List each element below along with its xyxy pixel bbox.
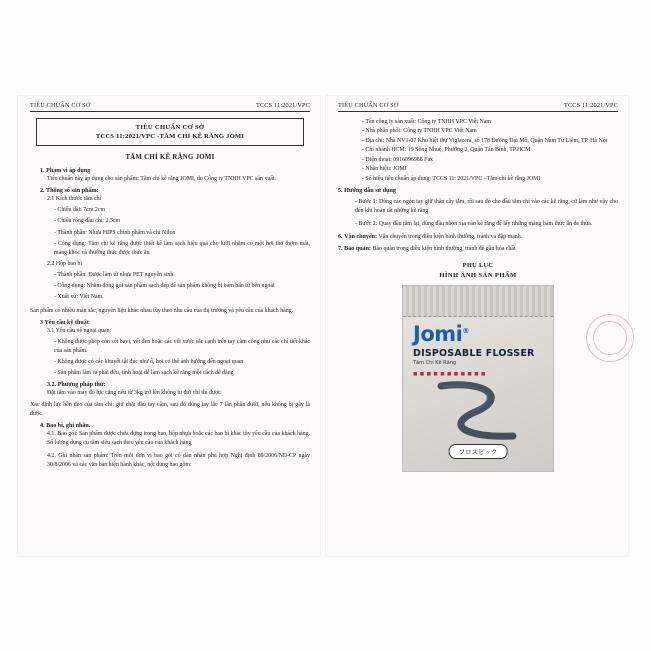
- red-seal-stamp: [586, 314, 634, 362]
- page-header-right: [338, 102, 618, 109]
- company-info-item: - Chi nhánh HCM: 19 Sông Nhuệ, Phường 2, Quận Tân Bình, TP.HCM: [362, 147, 531, 154]
- section-2-body-6: - Thành phần: Được làm từ nhựa PET nguyên sinh.: [54, 272, 175, 279]
- section-3-body-2: - Không được có các khuyết tật đúc như ố, bọt có thể ảnh hưởng đến ngoại quan: [54, 359, 244, 366]
- product-subtitle-text: Tăm Chỉ Kẽ Răng: [413, 360, 457, 367]
- section-5-number: 5.: [338, 188, 343, 195]
- section-3-body-0: 3.1 Yêu cầu về ngoại quan:: [47, 327, 112, 334]
- title-box: [36, 118, 304, 146]
- section-5-title: Hướng dẫn sử dụng: [344, 188, 396, 195]
- scan-area: [18, 96, 633, 556]
- package-bottom-label: フロスピック: [449, 444, 508, 459]
- product-brand-text: Jomi: [413, 322, 463, 347]
- section-7-title: Bảo quản:: [344, 245, 371, 252]
- section-2-heading: [30, 188, 310, 194]
- section-2-body-5: 2.2 Hộp bao bì: [47, 260, 83, 267]
- section-4-body-0: 4.1. Bao gói: Sản phẩm được chứa đựng trong bao, bộp nhựa hoặc các bao bì khác tùy yêu cầu của khách hàng. Số lượng dụng cụ tăm siêu sạch theo yêu cầu của khách hàng: [47, 430, 310, 446]
- flosser-illustration-icon: [431, 378, 526, 446]
- section-3-title: Yêu cầu kỹ thuật: [44, 319, 89, 326]
- section-3-2-body-1: Xác định lực bền đèo của tăm chỉ: giữ chặt đầu tay cầm, sau đó dùng tay lắc 7 lần phần dưới, nếu không bị gãy là được.: [30, 401, 310, 417]
- section-1-number: 1.: [40, 168, 45, 174]
- section-3-2-body-0: Đặt tăm vào máy đo lực cẳng nếu từ 3kg trở lên không bị đứt chỉ thì được: [47, 390, 221, 397]
- section-2-body-2: - Chiều rộng đầu chỉ: 2.5cm: [54, 218, 121, 225]
- section-3-heading: [30, 320, 310, 326]
- section-3-2-heading: 3.2. Phương pháp thử:: [47, 382, 106, 389]
- title-box-line2: TCCS 11:2021/VPC -TĂM CHỈ KẼ RĂNG JOMI: [95, 133, 245, 140]
- company-info-item: - Điện thoại: 0916096988 Fax: [362, 156, 434, 163]
- product-brand-logo: [413, 322, 469, 346]
- section-6-body: Vận chuyển trong điều kiện bình thường, tránh va đập mạnh.: [378, 234, 523, 241]
- section-7-body: Bảo quản trong điều kiện bình thường, tránh để gần hóa chất: [372, 245, 516, 252]
- section-6-line: [338, 233, 618, 242]
- section-2-body-3: - Thành phần: Nhựa HIPS chính phẩm và chỉ Nilon: [54, 229, 176, 236]
- section-1-title: Phạm vi áp dụng: [46, 168, 91, 174]
- company-info-item: - Địa chỉ: Nhà NV1-07 Khu biệt thự Viglacera, số 178 Đường Đại Mỗ, Quận Nam Từ Liêm, TP. Hà Nội: [362, 137, 608, 144]
- section-2-body-8: - Xuất xứ: Việt Nam.: [54, 294, 104, 301]
- document-page-right: [326, 96, 628, 556]
- section-5-step-2: - Bước 2: Quay đầu tăm lại, dùng đầu nhọn xỉa vào kẽ răng để lấy những mảng bám thức ăn de thừa.: [355, 221, 593, 228]
- section-3-body-3: - Sản phẩm làm ra phải đều, tính hoạt dễ làm sạch kẽ răng một cách dễ dàng: [54, 370, 234, 377]
- header-standard-code-right: TCCS 11:2021/VPC: [563, 102, 618, 109]
- header-standard-label-right: TIÊU CHUẨN CƠ SỞ: [338, 102, 399, 109]
- product-dots-text: ■ ■ ■ ■ ■ ■ ■ ■ ■ ■ ■: [413, 372, 486, 378]
- section-4-number: 4.: [40, 422, 45, 429]
- section-4-title: Bao bì, ghi nhãn.: [46, 422, 91, 429]
- section-1-body-0: Tiêu chuẩn này áp dụng cho sản phẩm: Tăm chỉ kẽ răng JOMI, do Công ty TNHH VPC sản xuất.: [47, 176, 277, 182]
- appendix-title: HÌNH ẢNH SẢN PHẨM: [439, 272, 517, 280]
- section-1-heading: [30, 168, 310, 174]
- section-2-body-7: - Công dụng: Nhằm đóng gói sản phẩm sạch đẹp để sản phẩm không bị bám bẩn từ bên ngoài: [54, 283, 275, 290]
- document-page-left: [18, 96, 320, 556]
- section-5-heading: [338, 188, 618, 194]
- company-info-item: - Nhà phân phối: Công ty TNHH VPC Việt Nam: [362, 128, 477, 135]
- brand-registered-mark: ®: [462, 327, 469, 336]
- company-info-item: - Tên công ty sản xuất: Công ty TNHH VPC Việt Nam: [362, 119, 491, 125]
- header-standard-label: TIÊU CHUẨN CƠ SỞ: [30, 102, 91, 109]
- company-info-item: - Số hiệu tiêu chuẩn áp dụng: TCCS 11: 2021/VPC –Tăm chỉ kẽ răng JOMI: [362, 175, 541, 182]
- general-note: Sản phẩm có nhiều màu sắc, nguyên liệu khác nhau tùy theo nhu cầu của thị trường và yêu cầu của khách hàng.: [30, 307, 294, 314]
- section-3-body-1: - Không được phép còn sót bavi, vết đen hoặc các vết xước sắc cạnh trên tay cầm công như các chỉ tiết khác của sản phẩm.: [54, 338, 310, 354]
- section-2-body-1: - Chiều dài: 7cm.2cm: [54, 207, 106, 214]
- product-name-text: DISPOSABLE FLOSSER: [413, 348, 535, 360]
- section-2-number: 2.: [40, 188, 45, 195]
- document-title: TĂM CHỈ KẼ RĂNG JOMI: [125, 154, 215, 161]
- company-info-item: - Nhãn hiệu: JOMI: [362, 166, 407, 173]
- section-7-line: [338, 245, 618, 254]
- section-2-title: Thông số sản phẩm:: [46, 188, 99, 195]
- page-header-left: [30, 102, 310, 109]
- section-6-number: 6.: [338, 234, 343, 241]
- package-top-strip: [403, 286, 553, 317]
- section-3-number: 3: [40, 319, 44, 326]
- section-7-number: 7.: [338, 245, 343, 252]
- product-package-photo: [402, 285, 554, 472]
- header-standard-code: TCCS 11:2021/VPC: [255, 102, 310, 109]
- section-4-body-1: 4.2. Ghi nhãn sản phẩm: Trên mỗi đơn vị bao gói có dán nhãn phù hợp Nghị định 89/2006/NĐ-CP ngày 30/8/2006 và các văn bản hiện hành khác, nội dung bao gồm:: [47, 453, 310, 469]
- section-4-heading: [30, 423, 310, 429]
- title-box-line1: TIÊU CHUẨN CƠ SỞ: [135, 124, 205, 131]
- section-5-step-1: - Bước 1: Dùng các ngón tay giữ thân cây tăm, rồi sau đó cho đầu tăm chỉ vào các kẽ răng, cứ làm như vậy cho đến khi hoàn tất những kẽ răng.: [355, 199, 618, 215]
- company-info-list: [338, 118, 618, 184]
- section-6-title: Vận chuyển:: [344, 234, 378, 241]
- header-divider: [30, 111, 310, 112]
- section-2-body-0: 2.1 Kích thước tăm chỉ: [47, 196, 102, 203]
- header-divider-right: [338, 111, 618, 112]
- section-2-body-4: - Công dụng: Tăm chỉ kẽ răng được thiết kế làm sạch hiệu quả cho lưỡi nhằm có một hơi thở thơm mát, mảng khóc và thường thức được thức ăn.: [54, 240, 310, 256]
- appendix-label: PHỤ LỤC: [462, 262, 494, 270]
